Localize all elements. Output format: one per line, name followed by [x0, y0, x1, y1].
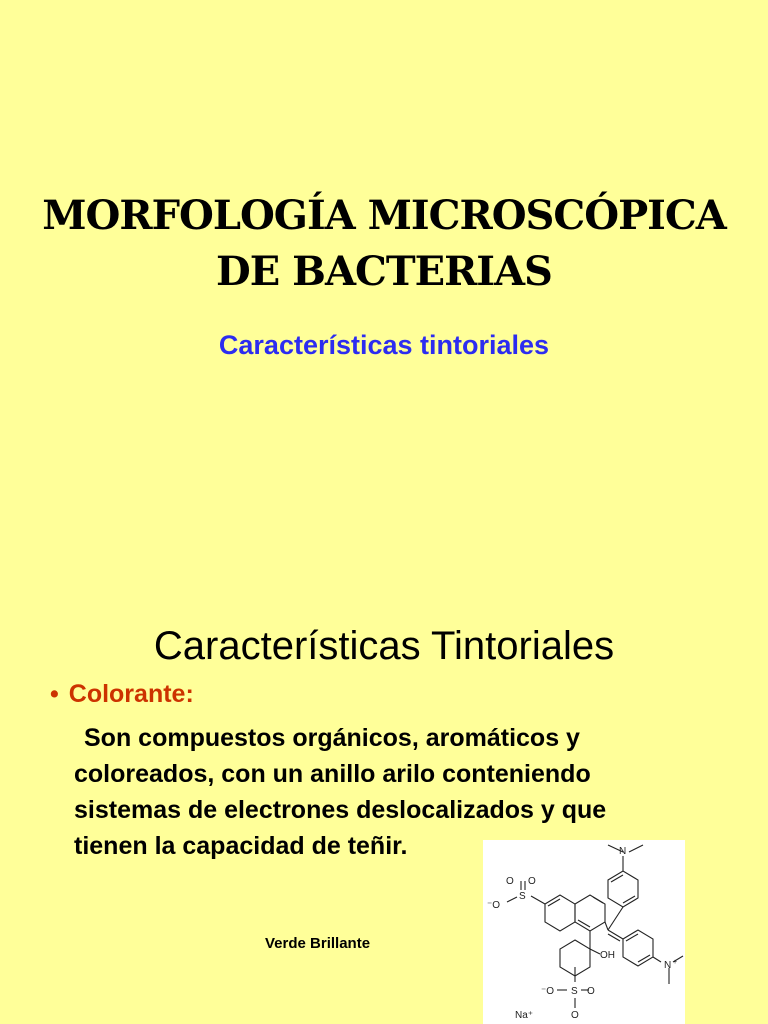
figure-caption: Verde Brillante [265, 935, 371, 952]
body-line: tienen la capacidad de teñir. [74, 832, 408, 860]
brilliant-green-structure-icon [483, 840, 685, 1024]
atom-n-right: N [664, 960, 672, 971]
atom-s-bottom: S [571, 986, 578, 997]
bullet-marker: • [50, 680, 59, 708]
body-line: Son compuestos orgánicos, aromáticos y [84, 724, 580, 752]
title-line-1: MORFOLOGÍA MICROSCÓPICA [42, 192, 726, 239]
atom-o-minus: ⁻O [541, 986, 555, 997]
atom-o: O [587, 986, 595, 997]
title-line-2: DE BACTERIAS [216, 248, 552, 295]
slide-2-title: Características Tintoriales [153, 624, 615, 668]
body-line: coloreados, con un anillo arilo conteniendo [74, 760, 591, 788]
charge-plus: + [673, 959, 678, 966]
atom-s-top: S [519, 891, 526, 902]
atom-oh: OH [600, 950, 615, 961]
body-line: sistemas de electrones deslocalizados y que [74, 796, 607, 824]
slide-2 [0, 512, 768, 1024]
atom-na: Na⁺ [515, 1010, 534, 1021]
slide-subtitle: Características tintoriales [218, 330, 550, 360]
slide-title [0, 188, 768, 300]
bullet-label: Colorante: [68, 680, 194, 708]
bullet-item [50, 680, 194, 709]
atom-o: O [571, 1010, 579, 1021]
atom-o: O [506, 876, 514, 887]
atom-o-minus: ⁻O [487, 900, 501, 911]
atom-o: O [528, 876, 536, 887]
atom-n-top: N [619, 846, 627, 857]
chemical-structure-image [483, 840, 685, 1024]
